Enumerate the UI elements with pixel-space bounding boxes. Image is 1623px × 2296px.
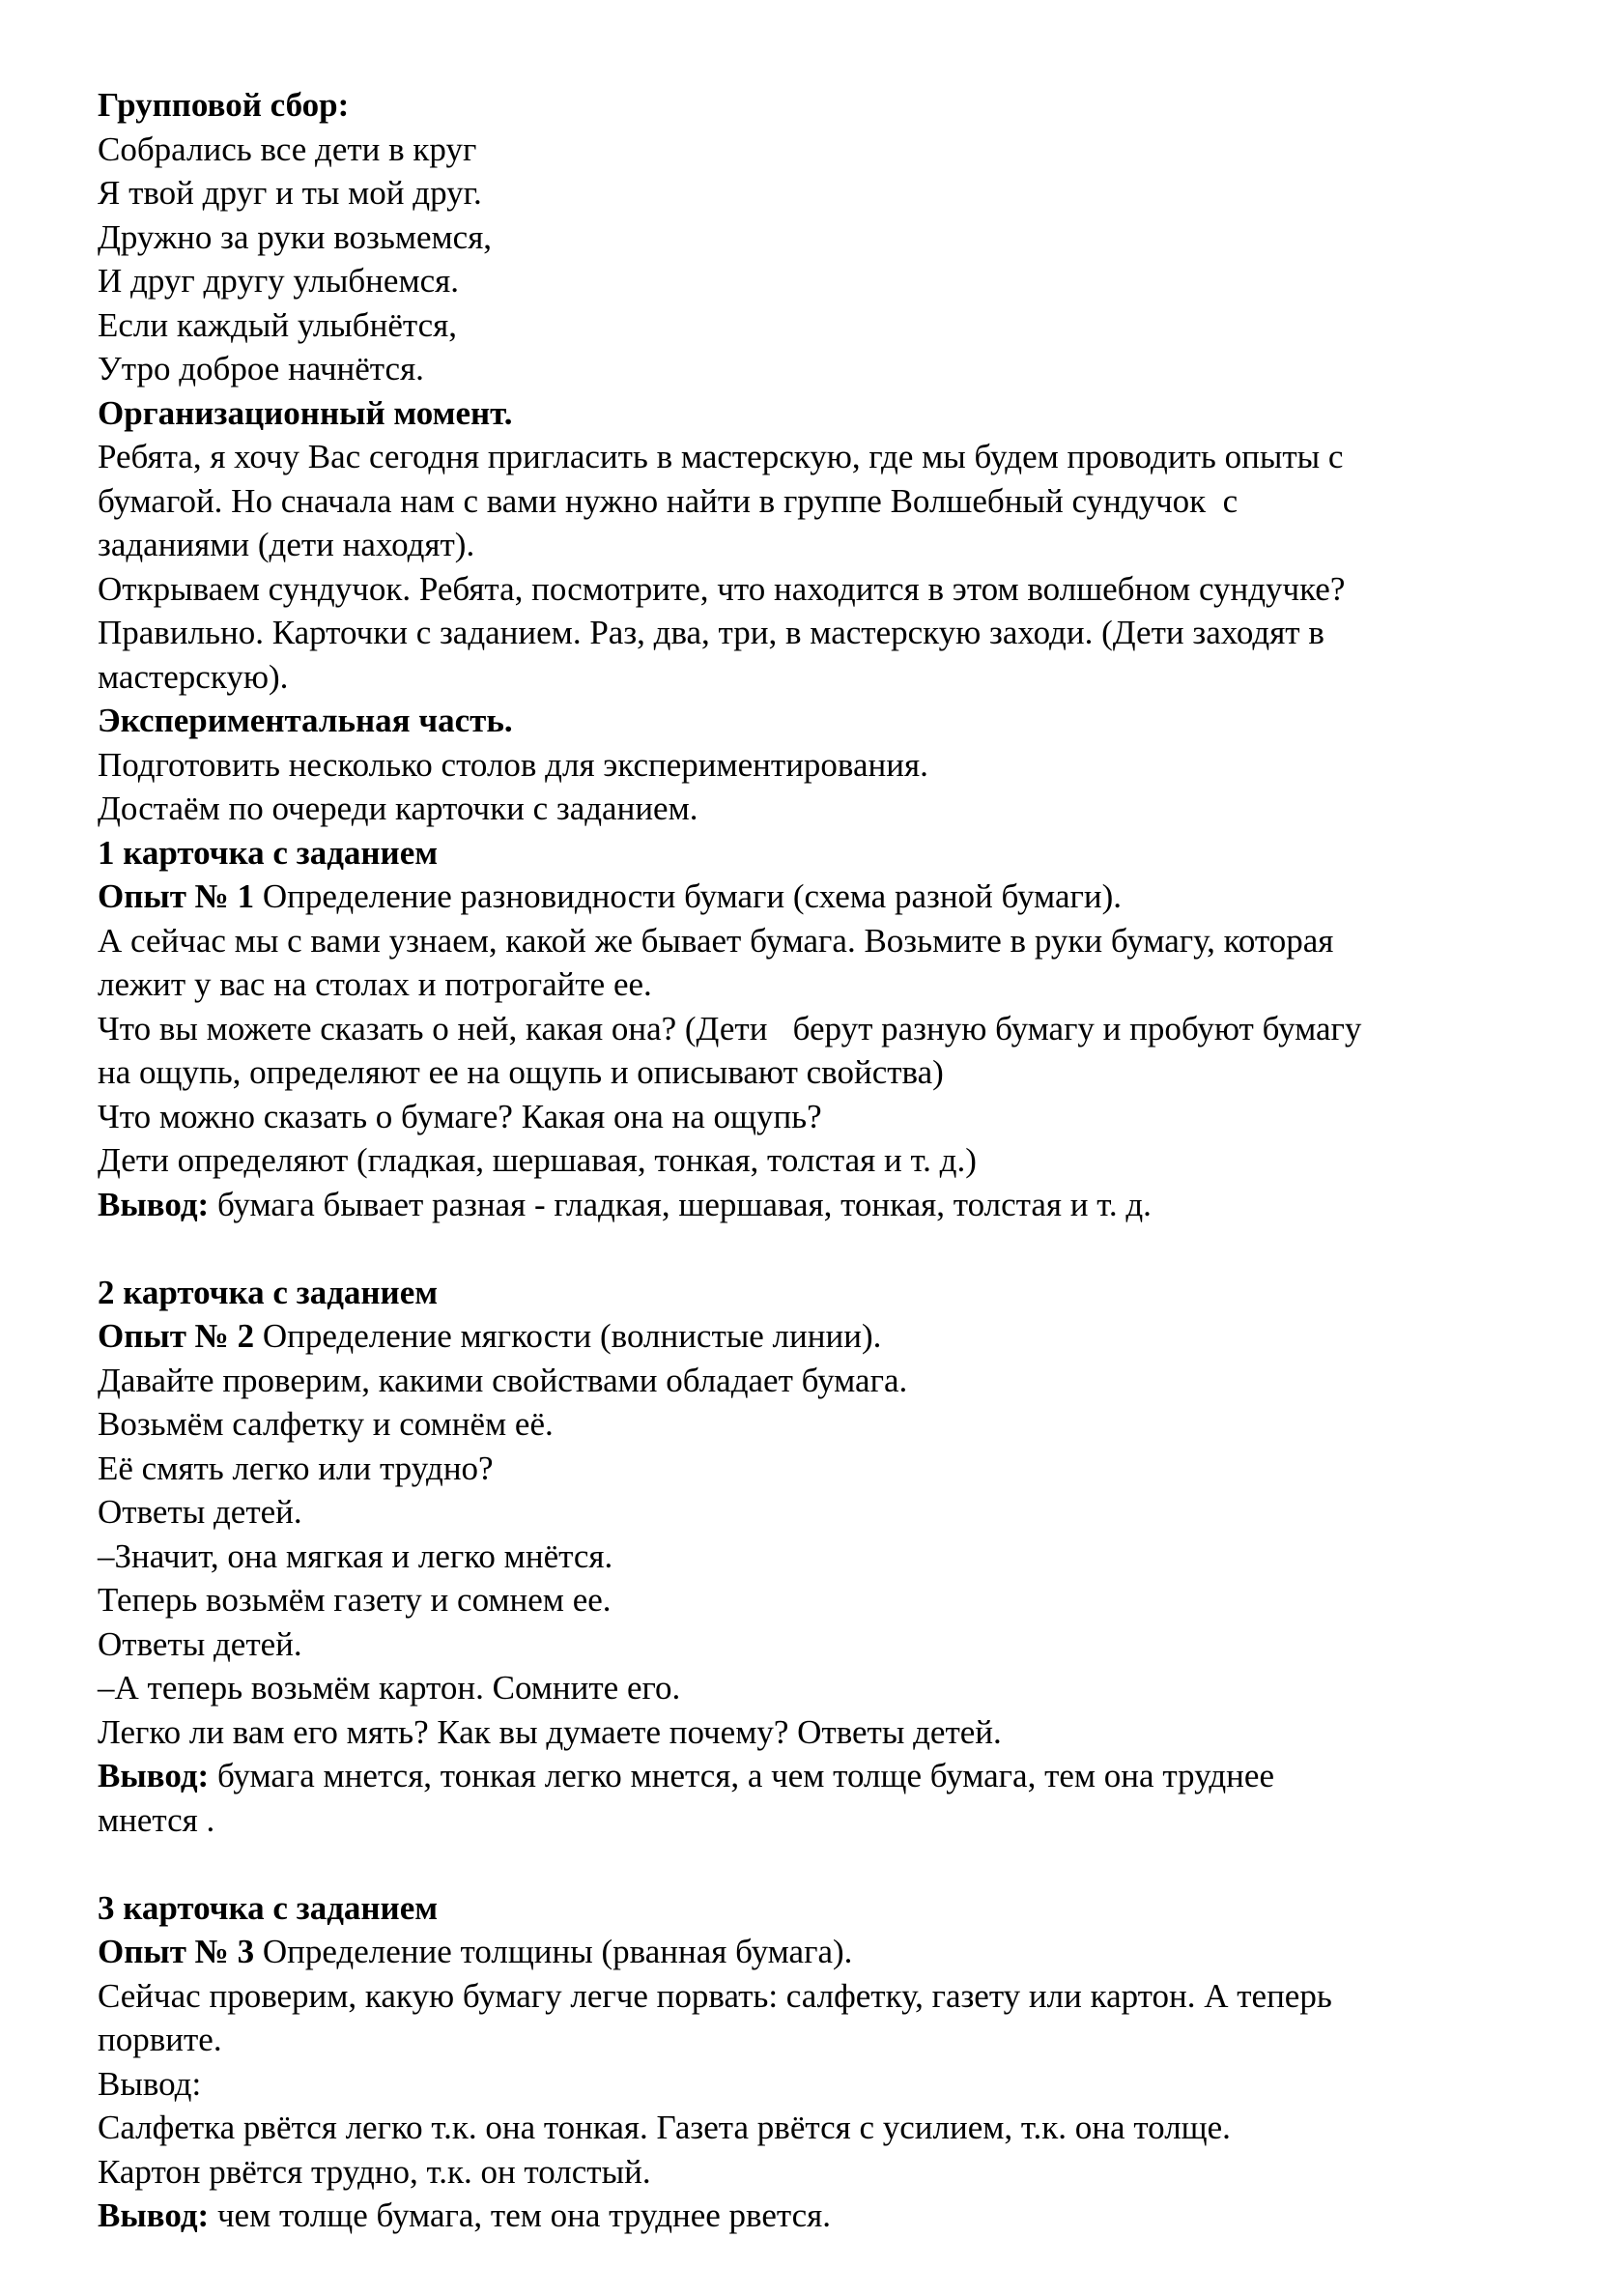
experiment-line-3 bbox=[98, 1930, 1547, 1974]
text-line: –Значит, она мягкая и легко мнётся. bbox=[98, 1536, 613, 1575]
text-line: Правильно. Карточки с заданием. Раз, два, три, в мастерскую заходи. (Дети заходят в bbox=[98, 614, 1324, 651]
text-line: Ребята, я хочу Вас сегодня пригласить в мастерскую, где мы будем проводить опыты с bbox=[98, 438, 1344, 475]
conclusion-text: бумага бывает разная - гладкая, шершавая, тонкая, толстая и т. д. bbox=[216, 1185, 1152, 1223]
text-line: Достаём по очереди карточки с заданием. bbox=[98, 789, 698, 827]
text-line: на ощупь, определяют ее на ощупь и описывают свойства) bbox=[98, 1053, 944, 1091]
text-line: Ответы детей. bbox=[98, 1624, 302, 1663]
conclusion-text: бумага мнется, тонкая легко мнется, а чем толще бумага, тем она труднее bbox=[216, 1757, 1274, 1794]
text-line: бумагой. Но сначала нам с вами нужно найти в группе Волшебный сундучок с bbox=[98, 481, 1239, 520]
poem-line: Утро доброе начнётся. bbox=[98, 350, 424, 387]
experiment-text: Определение разновидности бумаги (схема разной бумаги). bbox=[262, 877, 1122, 915]
text-line: Давайте проверим, какими свойствами обладает бумага. bbox=[98, 1361, 908, 1399]
conclusion-label: Вывод: bbox=[98, 2196, 210, 2234]
document-body bbox=[98, 83, 1547, 2238]
text-line: заданиями (дети находят). bbox=[98, 526, 475, 563]
conclusion-line-1 bbox=[98, 1183, 1547, 1227]
blank-line bbox=[98, 1226, 1547, 1271]
text-line: Легко ли вам его мять? Как вы думаете почему? Ответы детей. bbox=[98, 1712, 1002, 1751]
conclusion-line-3 bbox=[98, 2194, 1547, 2238]
section-heading-org-moment: Организационный момент. bbox=[98, 393, 513, 432]
text-line: Ответы детей. bbox=[98, 1493, 302, 1531]
conclusion-label: Вывод: bbox=[98, 1757, 210, 1794]
text-line: Вывод: bbox=[98, 2064, 202, 2103]
experiment-text: Определение толщины (рванная бумага). bbox=[262, 1933, 853, 1970]
card-heading-3: 3 карточка с заданием bbox=[98, 1888, 439, 1927]
section-heading-group-gathering: Групповой сбор: bbox=[98, 86, 350, 124]
text-line: –А теперь возьмём картон. Сомните его. bbox=[98, 1669, 681, 1707]
text-line: Картон рвётся трудно, т.к. он толстый. bbox=[98, 2152, 651, 2191]
text-line: Салфетка рвётся легко т.к. она тонкая. Газета рвётся с усилием, т.к. она толще. bbox=[98, 2109, 1231, 2146]
poem-line: И друг другу улыбнемся. bbox=[98, 262, 459, 300]
text-line: Дети определяют (гладкая, шершавая, тонкая, толстая и т. д.) bbox=[98, 1141, 977, 1179]
conclusion-label: Вывод: bbox=[98, 1185, 210, 1223]
text-line: А сейчас мы с вами узнаем, какой же бывает бумага. Возьмите в руки бумагу, которая bbox=[98, 921, 1334, 960]
experiment-label: Опыт № 2 bbox=[98, 1317, 255, 1355]
text-line: мастерскую). bbox=[98, 657, 289, 696]
text-line: Что можно сказать о бумаге? Какая она на ощупь? bbox=[98, 1097, 822, 1135]
conclusion-line-2 bbox=[98, 1754, 1547, 1798]
experiment-label: Опыт № 1 bbox=[98, 877, 255, 915]
text-line: Её смять легко или трудно? bbox=[98, 1449, 494, 1487]
poem-line: Если каждый улыбнётся, bbox=[98, 305, 457, 344]
text-line: порвите. bbox=[98, 2021, 222, 2058]
text-line: лежит у вас на столах и потрогайте ее. bbox=[98, 965, 652, 1003]
poem-line: Дружно за руки возьмемся, bbox=[98, 217, 493, 256]
experiment-line-1 bbox=[98, 875, 1547, 919]
card-heading-2: 2 карточка с заданием bbox=[98, 1273, 439, 1311]
text-line: Открываем сундучок. Ребята, посмотрите, что находится в этом волшебном сундучке? bbox=[98, 569, 1346, 608]
experiment-text: Определение мягкости (волнистые линии). bbox=[262, 1317, 882, 1355]
conclusion-continuation: мнется . bbox=[98, 1800, 215, 1839]
conclusion-text: чем толще бумага, тем она труднее рвется. bbox=[216, 2196, 832, 2234]
poem-line: Я твой друг и ты мой друг. bbox=[98, 174, 482, 212]
experiment-line-2 bbox=[98, 1314, 1547, 1359]
text-line: Что вы можете сказать о ней, какая она? (Дети берут разную бумагу и пробуют бумагу bbox=[98, 1009, 1362, 1048]
text-line: Возьмём салфетку и сомнём её. bbox=[98, 1405, 554, 1443]
poem-line: Собрались все дети в круг bbox=[98, 129, 477, 168]
section-heading-experimental: Экспериментальная часть. bbox=[98, 702, 513, 739]
blank-line bbox=[98, 1842, 1547, 1886]
text-line: Теперь возьмём газету и сомнем ее. bbox=[98, 1581, 612, 1619]
card-heading-1: 1 карточка с заданием bbox=[98, 833, 439, 872]
text-line: Подготовить несколько столов для экспериментирования. bbox=[98, 745, 928, 784]
text-line: Сейчас проверим, какую бумагу легче порвать: салфетку, газету или картон. А теперь bbox=[98, 1976, 1332, 2015]
experiment-label: Опыт № 3 bbox=[98, 1933, 255, 1970]
